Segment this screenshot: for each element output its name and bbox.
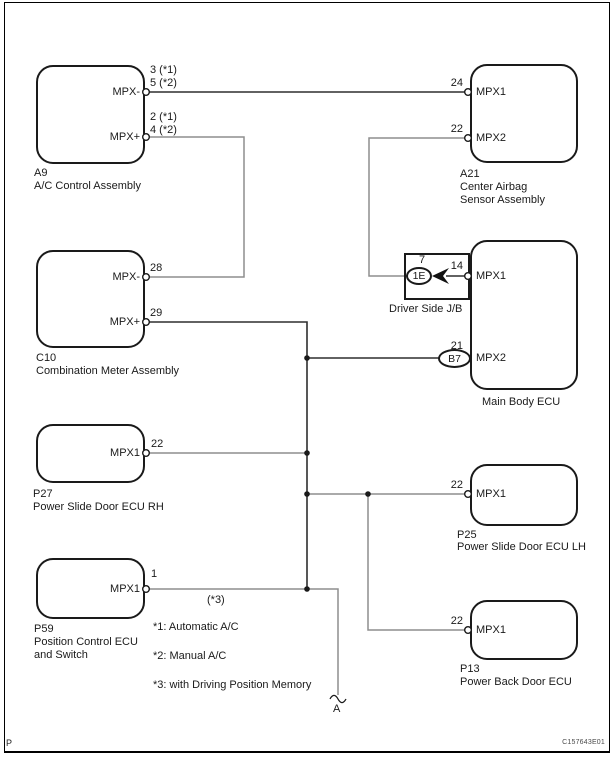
a9-mpxminus-pin-label: MPX- — [112, 86, 140, 98]
a9-mpxminus-terminal-1: 3 (*1) — [150, 64, 177, 76]
a9-mpxminus-terminal-2: 5 (*2) — [150, 77, 177, 89]
c10-mpxplus-terminal: 29 — [150, 307, 163, 319]
jb-terminal: 7 — [418, 254, 426, 266]
a21-id: A21 — [460, 168, 480, 180]
p59-name-line2: and Switch — [34, 649, 88, 661]
a9-name: A/C Control Assembly — [34, 180, 141, 192]
a9-mpxplus-terminal-2: 4 (*2) — [150, 124, 177, 136]
a9-mpxplus-terminal-1: 2 (*1) — [150, 111, 177, 123]
p59-mpx1-pin-label: MPX1 — [110, 583, 140, 595]
footnote-3: *3: with Driving Position Memory — [153, 679, 312, 691]
footnote-2: *2: Manual A/C — [153, 650, 227, 662]
a21-mpx2-pin-label: MPX2 — [476, 132, 506, 144]
connector-1e-label: 1E — [412, 270, 426, 282]
connector-b7-label: B7 — [448, 352, 461, 365]
p13-mpx1-pin-label: MPX1 — [476, 624, 506, 636]
p25-mpx1-terminal: 22 — [450, 479, 463, 491]
a21-mpx1-pin-label: MPX1 — [476, 86, 506, 98]
mbecu-mpx1-terminal: 14 — [450, 260, 463, 272]
continuation-label: A — [333, 703, 341, 715]
jb-name: Driver Side J/B — [389, 303, 463, 315]
page-letter: P — [6, 738, 13, 748]
a21-mpx2-terminal: 22 — [450, 123, 463, 135]
a21-mpx1-terminal: 24 — [450, 77, 463, 89]
a21-name-line1: Center Airbag — [460, 181, 528, 193]
p25-mpx1-pin-label: MPX1 — [476, 488, 506, 500]
mbecu-mpx2-terminal: 21 — [450, 340, 463, 352]
c10-mpxplus-pin-label: MPX+ — [109, 316, 140, 328]
mbecu-name: Main Body ECU — [482, 396, 561, 408]
component-box-main-body-ecu — [470, 240, 578, 390]
component-box-c10 — [36, 250, 145, 348]
p25-name: Power Slide Door ECU LH — [457, 541, 586, 553]
connector-oval-1e — [406, 267, 432, 285]
p27-id: P27 — [33, 488, 53, 500]
mbecu-mpx2-pin-label: MPX2 — [476, 352, 506, 364]
c10-mpxminus-terminal: 28 — [150, 262, 163, 274]
p25-id: P25 — [457, 529, 477, 541]
p59-name-line1: Position Control ECU — [34, 636, 138, 648]
component-box-a9 — [36, 65, 145, 164]
p13-name: Power Back Door ECU — [460, 676, 572, 688]
p13-mpx1-terminal: 22 — [450, 615, 463, 627]
p13-id: P13 — [460, 663, 480, 675]
p27-mpx1-pin-label: MPX1 — [110, 447, 140, 459]
figure-code: C157643E01 — [562, 739, 605, 746]
p59-id: P59 — [34, 623, 54, 635]
c10-mpxminus-pin-label: MPX- — [112, 271, 140, 283]
mbecu-mpx1-pin-label: MPX1 — [476, 270, 506, 282]
a21-name-line2: Sensor Assembly — [460, 194, 545, 206]
c10-name: Combination Meter Assembly — [36, 365, 180, 377]
p27-mpx1-terminal: 22 — [151, 438, 164, 450]
p27-name: Power Slide Door ECU RH — [33, 501, 164, 513]
wire-note-inline: (*3) — [207, 594, 225, 606]
a9-id: A9 — [34, 167, 48, 179]
a9-mpxplus-pin-label: MPX+ — [109, 131, 140, 143]
footnote-1: *1: Automatic A/C — [153, 621, 239, 633]
component-box-a21 — [470, 64, 578, 163]
c10-id: C10 — [36, 352, 57, 364]
p59-mpx1-terminal: 1 — [151, 568, 158, 580]
